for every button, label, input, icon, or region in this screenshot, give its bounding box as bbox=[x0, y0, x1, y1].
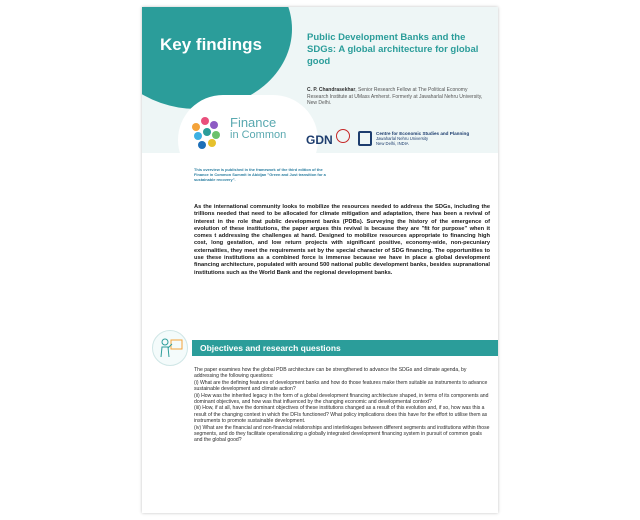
abstract-paragraph: As the international community looks to mobilize the resources needed to address the SDGs, including the trillions needed that need to be allocated for climate mitigation and adaptation, there has been a revival of interest in the role that public development banks (PDBs). Surveying the history of the emergence of evolution of these institutions, the paper argues this revival is because they are "fit for purpose" when it comes t addressing the challenges at hand. Designed to mobilize resources appropriate to financing high cost, long gestation, and low return projects with significant positive, economy-wide, non-pecuniary externalities, they meet the requirements set by the special character of SDG financing. The opportunities to use these institutions as a combined force is immense because we have in place a global development financing architecture, populated with around 500 national public development banks, besides supranational institutions such as the World Bank and the regional development banks. bbox=[194, 204, 490, 276]
partner-logos bbox=[306, 129, 496, 151]
question-2: (ii) How was the inherited legacy in the form of a global development financing architecture shaped, in terms of its components and dominant objectives, and how was that influenced by the changing economic and developmental context? bbox=[194, 392, 489, 406]
objectives-body bbox=[194, 367, 490, 444]
objectives-intro: The paper examines how the global PDB architecture can be strengthened to advance the SDGs and climate agenda, by addressing the following questions: bbox=[194, 367, 467, 380]
objectives-heading: Objectives and research questions bbox=[200, 343, 341, 353]
presenter-icon bbox=[152, 330, 188, 366]
document-title: Public Development Banks and the SDGs: A global architecture for global good bbox=[307, 32, 479, 67]
cesp-title: Centre for Economic Studies and Planning bbox=[376, 131, 470, 136]
cesp-location: New Delhi, INDIA bbox=[376, 141, 409, 146]
gdn-logo-text: GDN bbox=[306, 133, 333, 147]
finance-in-common-dots-logo bbox=[192, 117, 224, 149]
gdn-seal-icon bbox=[336, 129, 350, 143]
question-1: (i) What are the defining features of development banks and how do those features make them suitable as instruments to advance sustainable development and climate action? bbox=[194, 379, 488, 393]
question-4: (iv) What are the financial and non-financial relationships and interlinkages between different segments and institutions within those segments, and do they facilitate operationalizing a globally integrated development financing system in pursuit of common goals and the global good? bbox=[194, 424, 490, 444]
question-3: (iii) How, if at all, have the dominant objectives of these institutions changed as a result of this evolution and, if so, how was this a result of the changing context in which the DFIs functioned? What policy implications does this have for the effort to utilise them as instruments to promote sustainable development. bbox=[194, 405, 488, 425]
finance-in-common-wordmark bbox=[230, 117, 286, 141]
cesp-university: Jawaharlal Nehru University bbox=[376, 136, 429, 141]
objectives-heading-bar bbox=[192, 340, 498, 356]
gdn-logo bbox=[306, 133, 333, 147]
author-block bbox=[307, 87, 489, 107]
cesp-text bbox=[376, 131, 496, 146]
cesp-logo bbox=[358, 131, 372, 146]
finance-logo-line1: Finance bbox=[230, 115, 277, 130]
framework-note: This overview is published in the framework of the third edition of the Finance in Common Summit in Abidjan "Green and Just transition for a sustainable recovery". bbox=[194, 167, 326, 182]
key-findings-title: Key findings bbox=[160, 35, 263, 54]
author-name: C. P. Chandrasekhar bbox=[307, 87, 356, 93]
document-page bbox=[142, 7, 498, 513]
finance-logo-line2: in Common bbox=[230, 129, 287, 141]
author-affiliation: , Senior Research Fellow at The Political Economy Research Institute at UMass Amherst. Formerly at Jawaharlal Nehru University, New Delhi. bbox=[307, 87, 483, 106]
